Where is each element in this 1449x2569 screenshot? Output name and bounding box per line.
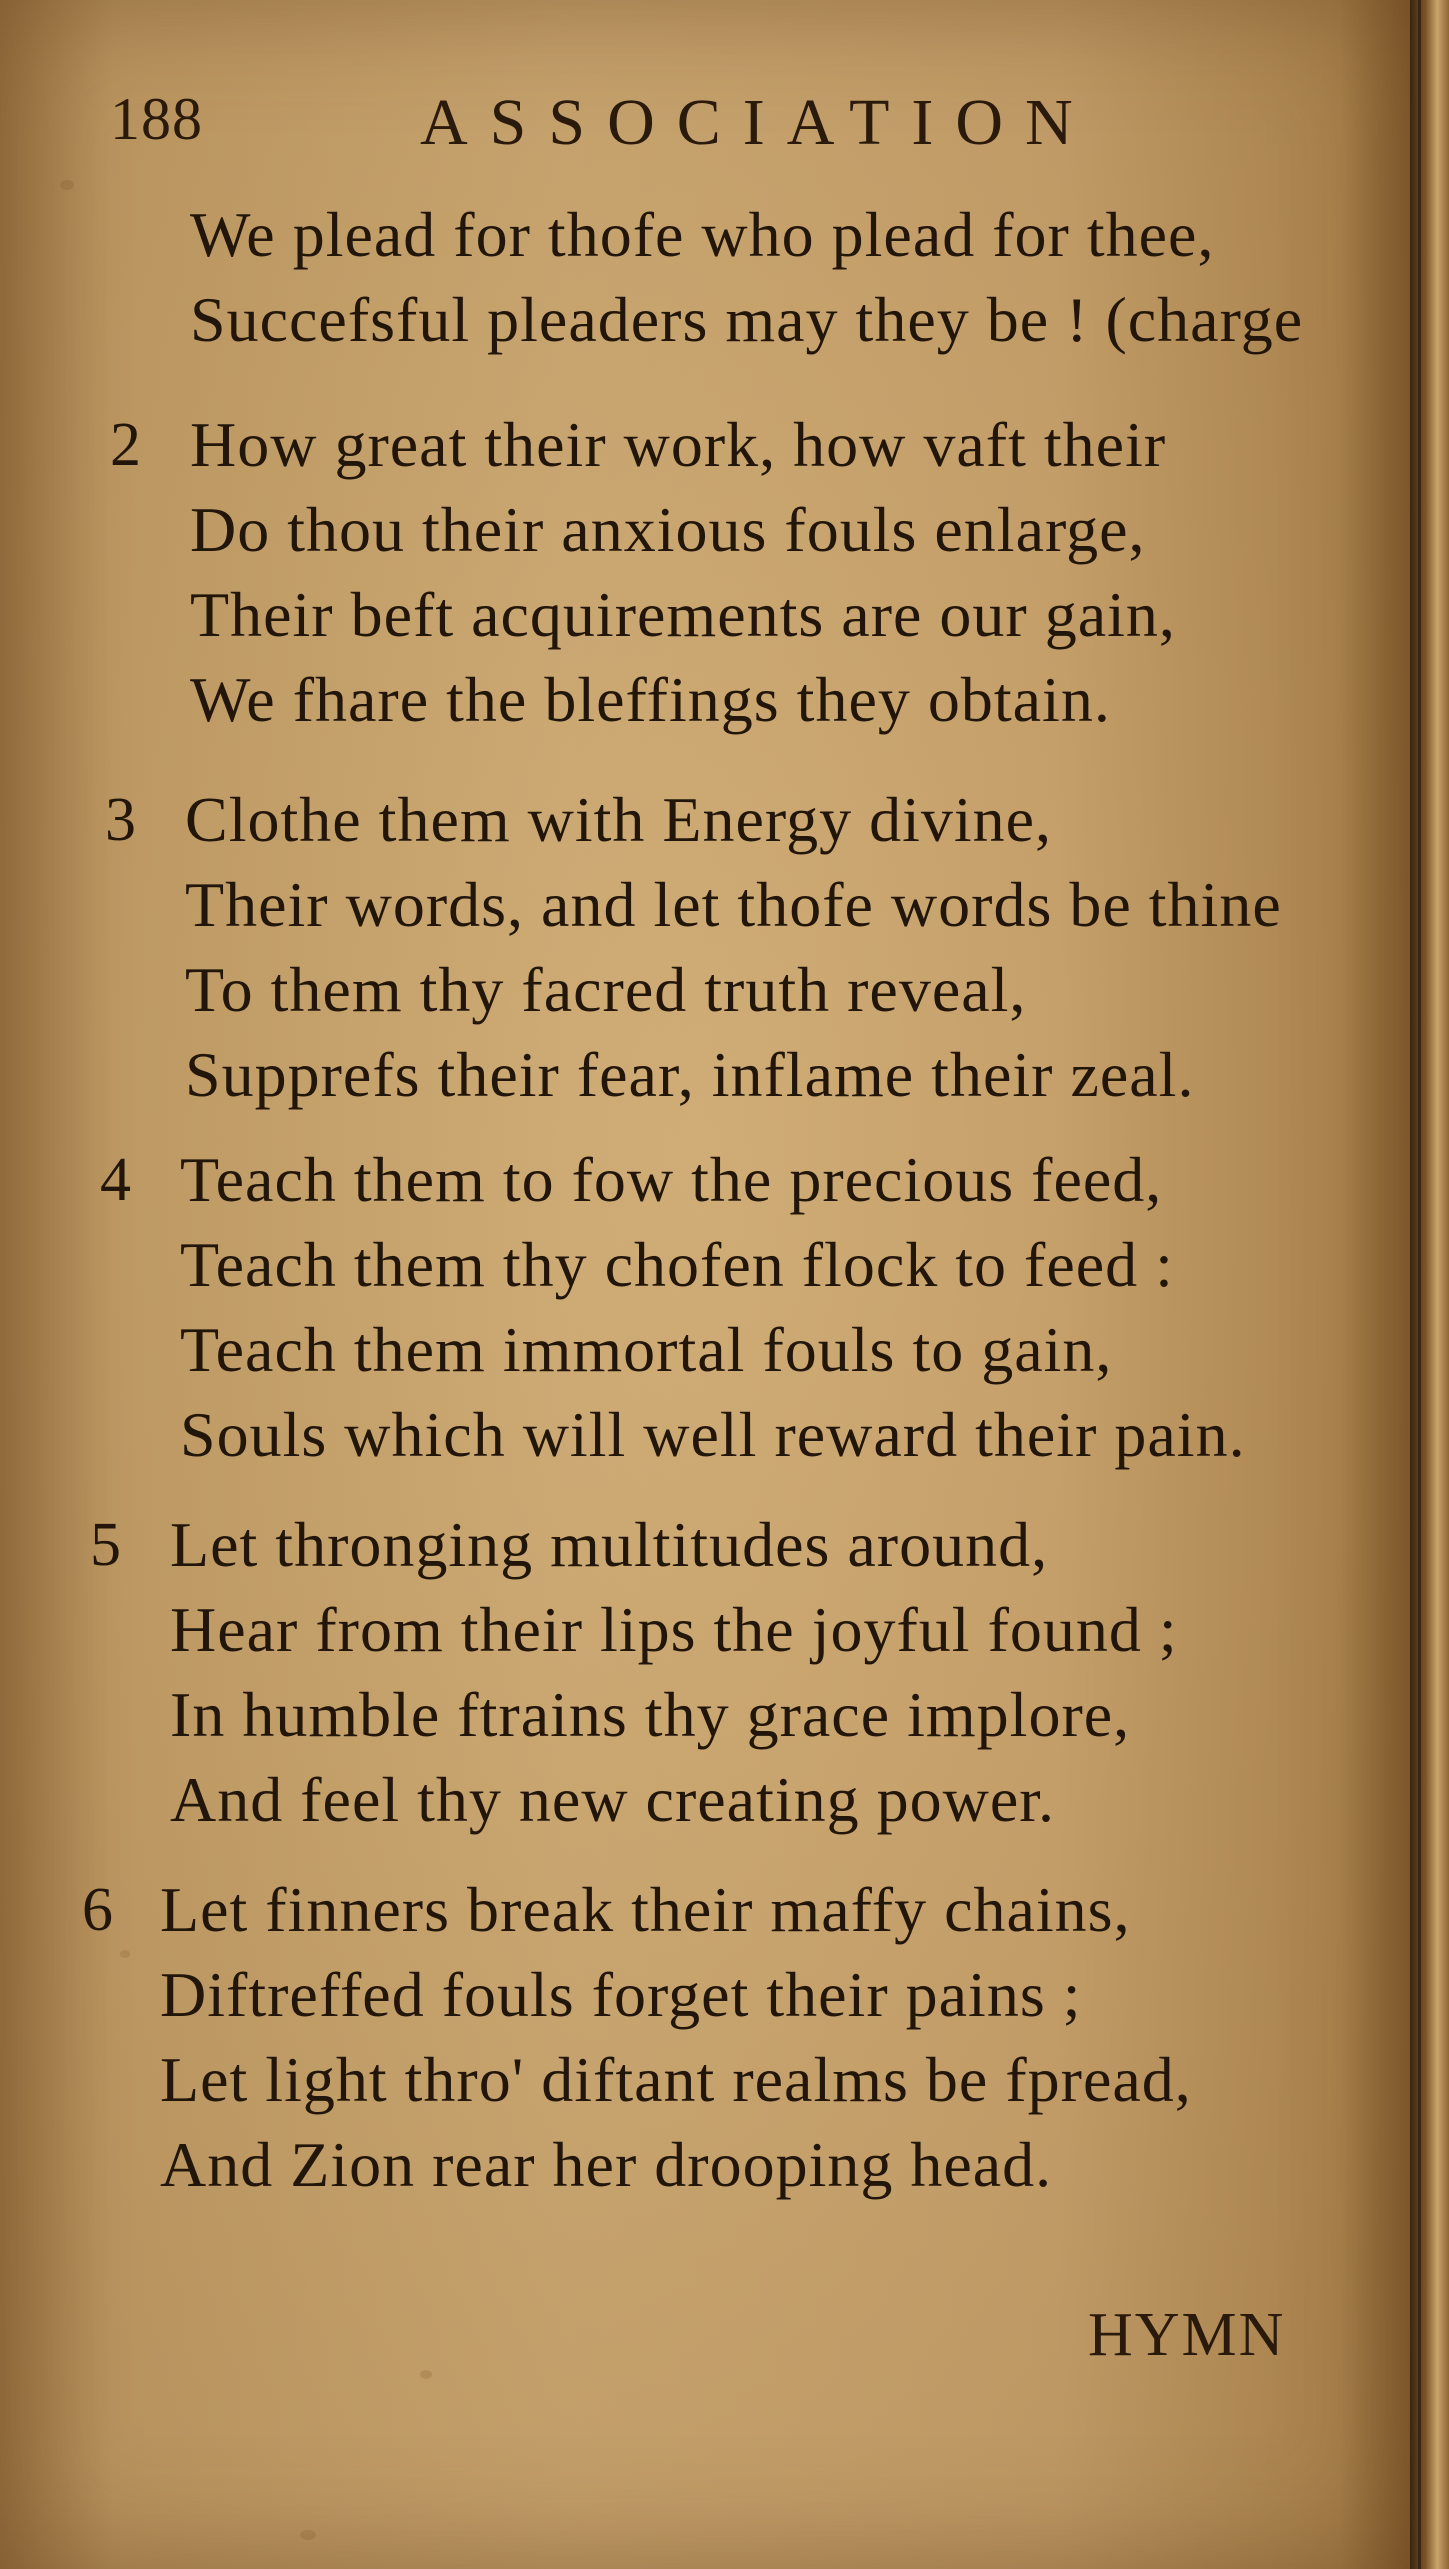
verse-line: Teach them thy chofen flock to feed : <box>180 1229 1174 1300</box>
verse-line: And Zion rear her drooping head. <box>160 2129 1053 2200</box>
verse-number: 6 <box>82 1876 113 1944</box>
verse-line: Supprefs their fear, inflame their zeal. <box>185 1039 1195 1110</box>
verse-line: Teach them immortal fouls to gain, <box>180 1314 1113 1385</box>
verse-line: To them thy facred truth reveal, <box>185 954 1027 1025</box>
verse-line: Clothe them with Energy divine, <box>185 784 1053 855</box>
verse-line: Let thronging multitudes around, <box>170 1509 1049 1580</box>
verse-number: 3 <box>105 786 136 854</box>
verse-line: Teach them to fow the precious feed, <box>180 1144 1163 1215</box>
verse-line: Do thou their anxious fouls enlarge, <box>190 494 1146 565</box>
page-edge <box>1410 0 1449 2569</box>
foxing-spot <box>420 2370 432 2379</box>
verse-line: Let finners break their maffy chains, <box>160 1874 1131 1945</box>
verse-number: 5 <box>90 1511 121 1579</box>
verse-number: 2 <box>110 411 141 479</box>
verse-line: In humble ftrains thy grace implore, <box>170 1679 1131 1750</box>
verse-line: We fhare the bleffings they obtain. <box>190 664 1111 735</box>
verse-number: 4 <box>100 1146 131 1214</box>
running-head: ASSOCIATION <box>420 86 1095 159</box>
foxing-spot <box>60 180 74 190</box>
foxing-spot <box>300 2530 316 2540</box>
verse-line: Let light thro' diftant realms be fpread, <box>160 2044 1192 2115</box>
verse-line: Souls which will well reward their pain. <box>180 1399 1246 1470</box>
foxing-spot <box>120 1950 130 1958</box>
catchword: HYMN <box>1088 2301 1286 2369</box>
page-number: 188 <box>110 86 203 152</box>
verse-line: Hear from their lips the joyful found ; <box>170 1594 1178 1665</box>
verse-line: How great their work, how vaft their <box>190 409 1167 480</box>
page-header <box>110 85 1410 175</box>
binding-shadow <box>1418 0 1421 2569</box>
verse-line: Their words, and let thofe words be thine <box>185 869 1282 940</box>
verse-line: And feel thy new creating power. <box>170 1764 1056 1835</box>
verse-line: Their beft acquirements are our gain, <box>190 579 1176 650</box>
verse-line: We plead for thofe who plead for thee, <box>190 199 1215 270</box>
verse-line: Diftreffed fouls forget their pains ; <box>160 1959 1082 2030</box>
verse-line: Succefsful pleaders may they be ! (charge <box>190 284 1304 355</box>
